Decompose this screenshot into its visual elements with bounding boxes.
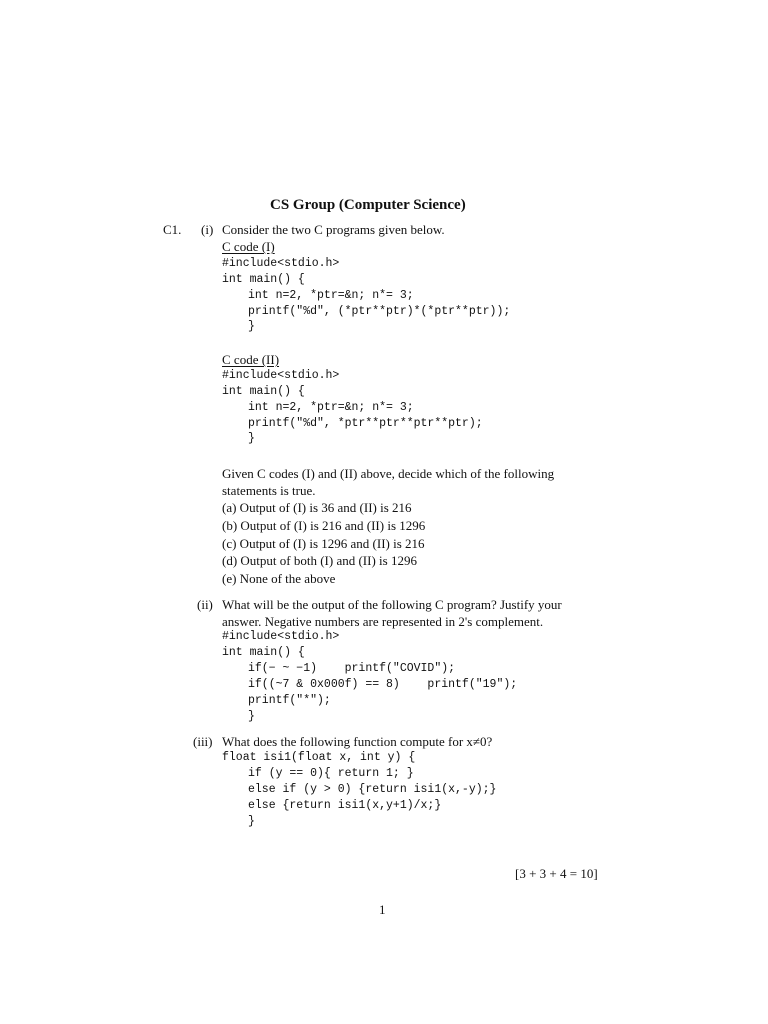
part-iii-label: (iii) (193, 734, 213, 749)
part-ii-code-line: printf("*"); (248, 694, 331, 707)
code-i-line: int main() { (222, 273, 305, 286)
code-ii-line: } (248, 432, 255, 445)
part-ii-code-line: int main() { (222, 646, 305, 659)
code-i-line: printf("%d", (*ptr**ptr)*(*ptr**ptr)); (248, 305, 511, 318)
page-title: CS Group (Computer Science) (270, 197, 466, 213)
part-ii-code-line: } (248, 710, 255, 723)
code-ii-line: int n=2, *ptr=&n; n*= 3; (248, 401, 414, 414)
part-ii-question: answer. Negative numbers are represented in 2's complement. (222, 614, 544, 629)
code-ii-line: printf("%d", *ptr**ptr**ptr**ptr); (248, 417, 483, 430)
part-i-prompt: statements is true. (222, 483, 316, 498)
part-ii-label: (ii) (197, 597, 213, 612)
part-iii-code-line: if (y == 0){ return 1; } (248, 767, 414, 780)
question-number: C1. (163, 222, 182, 237)
option-d: (d) Output of both (I) and (II) is 1296 (222, 553, 417, 568)
part-i-label: (i) (201, 222, 214, 237)
part-iii-code-line: else if (y > 0) {return isi1(x,-y);} (248, 783, 497, 796)
code-i-line: int n=2, *ptr=&n; n*= 3; (248, 289, 414, 302)
option-c: (c) Output of (I) is 1296 and (II) is 216 (222, 536, 425, 551)
part-ii-code-line: if(− ~ −1) printf("COVID"); (248, 662, 456, 675)
part-ii-code-line: if((~7 & 0x000f) == 8) printf("19"); (248, 678, 518, 691)
option-a: (a) Output of (I) is 36 and (II) is 216 (222, 500, 412, 515)
page-number: 1 (379, 902, 386, 917)
code-ii-heading: C code (II) (222, 352, 280, 367)
part-iii-code-line: } (248, 815, 255, 828)
code-ii-line: int main() { (222, 385, 305, 398)
option-e: (e) None of the above (222, 571, 336, 586)
part-ii-question: What will be the output of the following C program? Justify your (222, 597, 562, 612)
part-iii-code-line: float isi1(float x, int y) { (222, 751, 416, 764)
code-i-heading: C code (I) (222, 239, 275, 254)
marks-breakdown: [3 + 3 + 4 = 10] (515, 866, 598, 881)
code-i-line: } (248, 320, 255, 333)
part-i-intro: Consider the two C programs given below. (222, 222, 445, 237)
part-ii-code-line: #include<stdio.h> (222, 630, 340, 643)
option-b: (b) Output of (I) is 216 and (II) is 1296 (222, 518, 426, 533)
part-i-prompt: Given C codes (I) and (II) above, decide which of the following (222, 466, 555, 481)
code-ii-line: #include<stdio.h> (222, 369, 340, 382)
part-iii-question: What does the following function compute for x≠0? (222, 734, 493, 749)
part-iii-code-line: else {return isi1(x,y+1)/x;} (248, 799, 442, 812)
code-i-line: #include<stdio.h> (222, 257, 340, 270)
